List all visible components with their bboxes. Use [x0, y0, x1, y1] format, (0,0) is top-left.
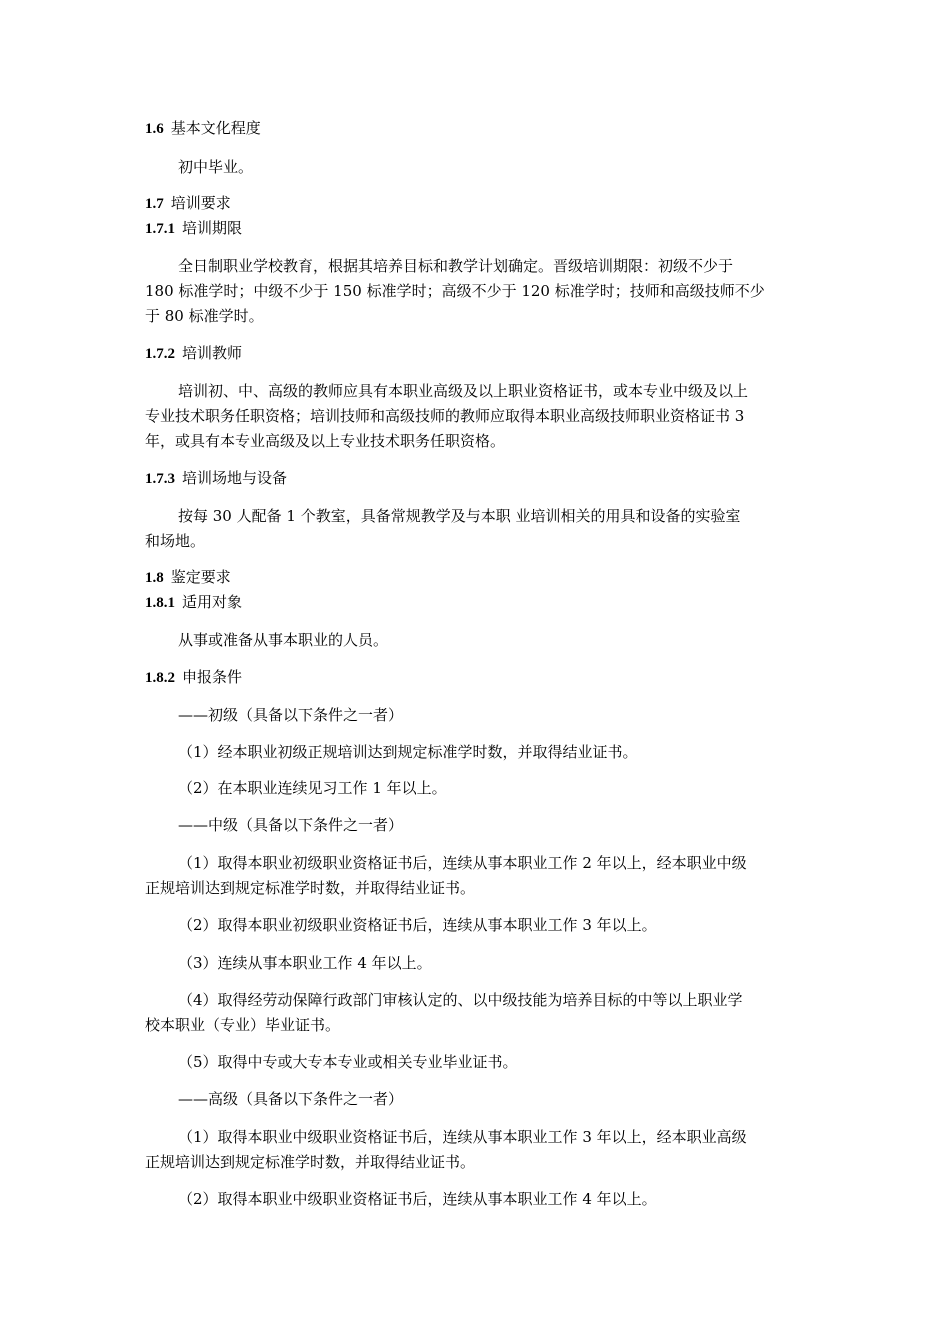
section-title: 培训要求	[170, 194, 231, 212]
section-number: 1.8.2	[145, 670, 175, 686]
section-number: 1.8	[145, 570, 164, 586]
section-title: 培训期限	[182, 219, 243, 237]
section-heading-1-8-2	[145, 667, 242, 688]
paragraph-line: 培训初、中、高级的教师应具有本职业高级及以上职业资格证书，或本专业中级及以上	[178, 382, 749, 400]
section-number: 1.7.2	[145, 346, 175, 362]
paragraph-line: 全日制职业学校教育，根据其培养目标和教学计划确定。晋级培训期限：初级不少于	[178, 257, 734, 275]
section-title: 培训教师	[182, 344, 243, 362]
section-heading-1-7-2	[145, 343, 242, 364]
condition-item: （3）连续从事本职业工作 4 年以上。	[178, 954, 432, 972]
section-title: 适用对象	[182, 593, 243, 611]
condition-item: （2）在本职业连续见习工作 1 年以上。	[178, 779, 447, 797]
paragraph: 初中毕业。	[178, 158, 254, 176]
paragraph-line: 180 标准学时；中级不少于 150 标准学时；高级不少于 120 标准学时；技师和高级技师不少	[145, 282, 765, 300]
paragraph-line: 于 80 标准学时。	[145, 307, 264, 325]
section-heading-1-6	[145, 118, 261, 139]
condition-item-continued: 校本职业（专业）毕业证书。	[145, 1016, 341, 1034]
section-heading-1-8	[145, 567, 231, 588]
section-title: 基本文化程度	[170, 119, 261, 137]
level-heading-middle: ——中级（具备以下条件之一者）	[178, 816, 404, 834]
section-heading-1-7-1	[145, 218, 242, 239]
paragraph-line: 专业技术职务任职资格；培训技师和高级技师的教师应取得本职业高级技师职业资格证书 3	[145, 407, 745, 425]
level-heading-senior: ——高级（具备以下条件之一者）	[178, 1090, 404, 1108]
paragraph-line: 按每 30 人配备 1 个教室，具备常规教学及与本职 业培训相关的用具和设备的实验室	[178, 507, 741, 525]
condition-item: （1）经本职业初级正规培训达到规定标准学时数，并取得结业证书。	[178, 743, 638, 761]
paragraph-line: 和场地。	[145, 532, 206, 550]
section-number: 1.6	[145, 121, 164, 137]
paragraph-line: 年，或具有本专业高级及以上专业技术职务任职资格。	[145, 432, 506, 450]
condition-item: （5）取得中专或大专本专业或相关专业毕业证书。	[178, 1053, 518, 1071]
section-heading-1-7-3	[145, 468, 287, 489]
condition-item: （2）取得本职业中级职业资格证书后，连续从事本职业工作 4 年以上。	[178, 1190, 657, 1208]
condition-item-continued: 正规培训达到规定标准学时数，并取得结业证书。	[145, 1153, 476, 1171]
condition-item: （1）取得本职业初级职业资格证书后，连续从事本职业工作 2 年以上，经本职业中级	[178, 854, 747, 872]
section-number: 1.7	[145, 196, 164, 212]
level-heading-junior: ——初级（具备以下条件之一者）	[178, 706, 404, 724]
section-title: 鉴定要求	[170, 568, 231, 586]
section-number: 1.7.3	[145, 471, 175, 487]
condition-item-continued: 正规培训达到规定标准学时数，并取得结业证书。	[145, 879, 476, 897]
section-number: 1.8.1	[145, 595, 175, 611]
condition-item: （4）取得经劳动保障行政部门审核认定的、以中级技能为培养目标的中等以上职业学	[178, 991, 743, 1009]
section-number: 1.7.1	[145, 221, 175, 237]
paragraph: 从事或准备从事本职业的人员。	[178, 631, 389, 649]
condition-item: （1）取得本职业中级职业资格证书后，连续从事本职业工作 3 年以上，经本职业高级	[178, 1128, 747, 1146]
section-title: 培训场地与设备	[182, 469, 288, 487]
section-title: 申报条件	[182, 668, 243, 686]
section-heading-1-7	[145, 193, 231, 214]
condition-item: （2）取得本职业初级职业资格证书后，连续从事本职业工作 3 年以上。	[178, 916, 657, 934]
section-heading-1-8-1	[145, 592, 242, 613]
